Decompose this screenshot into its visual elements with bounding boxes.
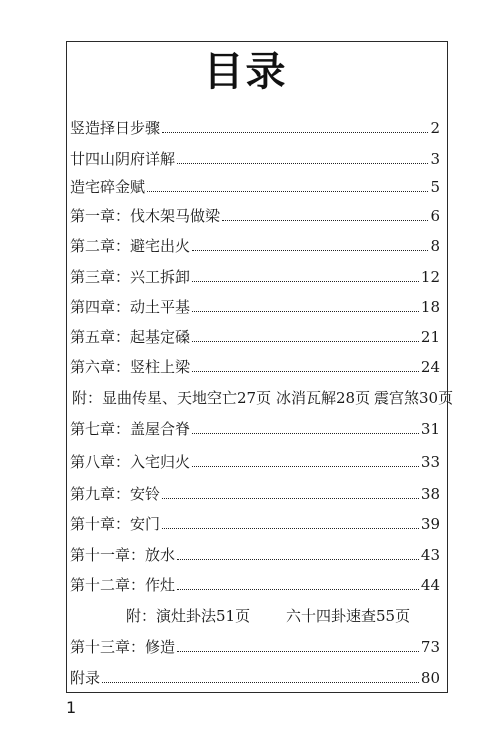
dot-leader [102, 681, 419, 683]
toc-entry-label: 造宅碎金赋 [70, 178, 146, 196]
toc-entry-page: 44 [420, 576, 440, 594]
appendix-note-2-part1: 附：演灶卦法51页 [126, 607, 251, 625]
dot-leader [147, 190, 428, 192]
toc-entry-page: 39 [420, 515, 440, 533]
toc-entry[interactable] [70, 631, 440, 655]
dot-leader [192, 249, 428, 251]
toc-entry[interactable] [70, 291, 440, 315]
dot-leader [162, 527, 419, 529]
toc-entry-page: 18 [420, 298, 440, 316]
toc-entry[interactable] [70, 230, 440, 254]
toc-entry-page: 43 [420, 546, 440, 564]
toc-entry[interactable] [70, 508, 440, 532]
dot-leader [192, 432, 419, 434]
toc-entry-page: 12 [420, 268, 440, 286]
toc-entry-label: 第三章：兴工拆卸 [70, 268, 191, 286]
toc-entry[interactable] [70, 413, 440, 437]
toc-entry-page: 38 [420, 485, 440, 503]
toc-entry-label: 第十一章：放水 [70, 546, 176, 564]
dot-leader [162, 497, 419, 499]
toc-entry-page: 24 [420, 358, 440, 376]
toc-entry-label: 第八章：入宅归火 [70, 453, 191, 471]
toc-entry-label: 第十章：安门 [70, 515, 161, 533]
dot-leader [177, 650, 419, 652]
toc-entry[interactable] [70, 261, 440, 285]
toc-entry-label: 第五章：起基定磉 [70, 328, 191, 346]
toc-entry[interactable] [70, 321, 440, 345]
toc-entry-page: 2 [430, 119, 440, 137]
toc-entry[interactable] [70, 112, 440, 136]
toc-entry-label: 第十二章：作灶 [70, 576, 176, 594]
dot-leader [177, 558, 419, 560]
toc-entry-page: 73 [420, 638, 440, 656]
toc-entry[interactable] [70, 200, 440, 224]
toc-entry-label: 附录 [70, 669, 101, 687]
dot-leader [192, 370, 419, 372]
toc-entry-label: 第二章：避宅出火 [70, 237, 191, 255]
toc-entry-page: 5 [430, 178, 440, 196]
toc-entry[interactable] [70, 171, 440, 195]
dot-leader [192, 280, 419, 282]
toc-entry-page: 3 [430, 150, 440, 168]
appendix-note-1-part1: 附：显曲传星、天地空亡27页 [72, 389, 272, 407]
toc-entry-page: 8 [430, 237, 440, 255]
appendix-note-1-part2: 冰消瓦解28页 [276, 389, 371, 407]
toc-entry[interactable] [70, 446, 440, 470]
toc-entry-label: 竖造择日步骤 [70, 119, 161, 137]
page-title: 目录 [203, 49, 288, 95]
toc-entry-page: 6 [430, 207, 440, 225]
toc-entry-label: 第十三章：修造 [70, 638, 176, 656]
toc-entry-label: 廿四山阴府详解 [70, 150, 176, 168]
toc-entry-label: 第九章：安铃 [70, 485, 161, 503]
dot-leader [162, 131, 428, 133]
appendix-note-1-part3: 震宫煞30页 [374, 389, 454, 407]
toc-entry[interactable] [70, 143, 440, 167]
dot-leader [192, 310, 419, 312]
page-number: 1 [66, 698, 77, 717]
dot-leader [192, 465, 419, 467]
toc-entry[interactable] [70, 539, 440, 563]
toc-entry-page: 31 [420, 420, 440, 438]
toc-entry[interactable] [70, 662, 440, 686]
toc-entry[interactable] [70, 569, 440, 593]
toc-entry-label: 第四章：动土平基 [70, 298, 191, 316]
toc-entry[interactable] [70, 478, 440, 502]
toc-entry[interactable] [70, 351, 440, 375]
toc-entry-page: 21 [420, 328, 440, 346]
dot-leader [222, 219, 428, 221]
toc-entry-page: 33 [420, 453, 440, 471]
toc-entry-label: 第一章：伐木架马做梁 [70, 207, 221, 225]
appendix-note-2-part2: 六十四卦速查55页 [286, 607, 411, 625]
dot-leader [192, 340, 419, 342]
dot-leader [177, 588, 419, 590]
toc-entry-label: 第六章：竖柱上梁 [70, 358, 191, 376]
toc-entry-label: 第七章：盖屋合脊 [70, 420, 191, 438]
dot-leader [177, 162, 428, 164]
toc-entry-page: 80 [420, 669, 440, 687]
